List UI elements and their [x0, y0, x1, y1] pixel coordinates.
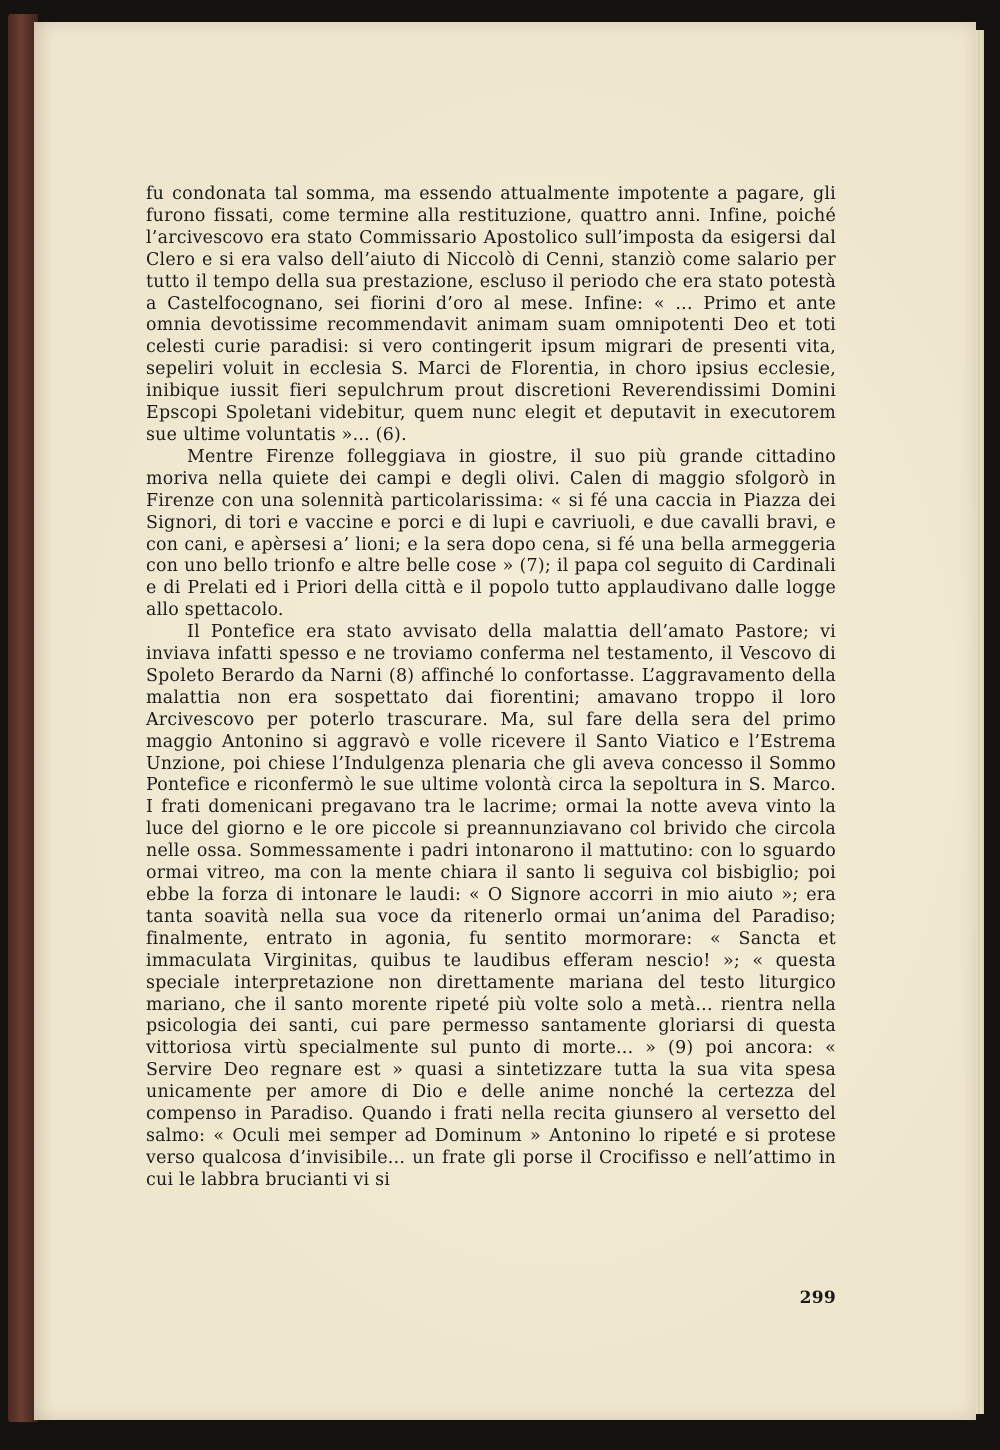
- paragraph-3: Il Pontefice era stato avvisato della malattia dell’amato Pastore; vi inviava infatti spesso e ne troviamo conferma nel testamento, il Vescovo di Spoleto Berardo da Narni (8) affinché lo confortasse. L’aggravamento della malattia non era sospettato dai fiorentini; amavano troppo il loro Arcivescovo per poterlo trascurare. Ma, sul fare della sera del primo maggio Antonino si aggravò e volle ricevere il Santo Viatico e l’Estrema Unzione, poi chiese l’Indulgenza plenaria che gli aveva concesso il Sommo Pontefice e riconfermò le sue ultime volontà circa la sepoltura in S. Marco. I frati domenicani pregavano tra le lacrime; ormai la notte aveva vinto la luce del giorno e le ore piccole si preannunziavano col brivido che circola nelle ossa. Sommessamente i padri intonarono il mattutino: con lo sguardo ormai vitreo, ma con la mente chiara il santo li seguiva col bisbiglio; poi ebbe la forza di intonare le laudi: « O Signore accorri in mio aiuto »; era tanta soavità nella sua voce da ritenerlo ormai un’anima del Paradiso; finalmente, entrato in agonia, fu sentito mormorare: « Sancta et immaculata Virginitas, quibus te laudibus efferam nescio! »; « questa speciale interpretazione non direttamente mariana del testo liturgico mariano, che il santo morente ripeté più volte solo a metà... rientra nella psicologia dei santi, cui pare permesso santamente gloriarsi di questa vittoriosa virtù specialmente sul punto di morte... » (9) poi ancora: « Servire Deo regnare est » quasi a sintetizzare tutta la sua vita spesa unicamente per amore di Dio e delle anime nonché la certezza del compenso in Paradiso. Quando i frati nella recita giunsero al versetto del salmo: « Oculi mei semper ad Dominum » Antonino lo ripeté e si protese verso qualcosa d’invisibile... un frate gli porse il Crocifisso e nell’attimo in cui le labbra brucianti vi si: [146, 622, 836, 1190]
- page-number: 299: [799, 1288, 836, 1308]
- body-text: [146, 184, 836, 1192]
- paragraph-2: Mentre Firenze folleggiava in giostre, il suo più grande cittadino moriva nella quiete dei campi e degli olivi. Calen di maggio sfolgorò in Firenze con una solennità particolarissima: « si fé una caccia in Piazza dei Signori, di tori e vaccine e porci e di lupi e cavriuoli, e due cavalli bravi, e con cani, e apèrsesi a’ lioni; e la sera dopo cena, si fé una bella armeggeria con uno bello trionfo e altre belle cose » (7); il papa col seguito di Cardinali e di Prelati ed i Priori della città e il popolo tutto applaudivano dalle logge allo spettacolo.: [146, 446, 836, 621]
- paragraph-1: fu condonata tal somma, ma essendo attualmente impotente a pagare, gli furono fissati, come termine alla restituzione, quattro anni. Infine, poiché l’arcivescovo era stato Commissario Apostolico sull’imposta da esigersi dal Clero e si era valso dell’aiuto di Niccolò di Cenni, stanziò come salario per tutto il tempo della sua prestazione, escluso il periodo che era stato potestà a Castelfocognano, sei fiorini d’oro al mese. Infine: « ... Primo et ante omnia devotissime recommendavit animam suam omnipotenti Deo et toti celesti curie paradisi: si vero contingerit ipsum migrari de presenti vita, sepeliri voluit in ecclesia S. Marci de Florentia, in choro ipsius ecclesie, inibique iussit fieri sepulchrum prout discretioni Reverendissimi Domini Epscopi Spoletani videbitur, quem nunc elegit et deputavit in executorem sue ultime voluntatis »... (6).: [146, 184, 836, 445]
